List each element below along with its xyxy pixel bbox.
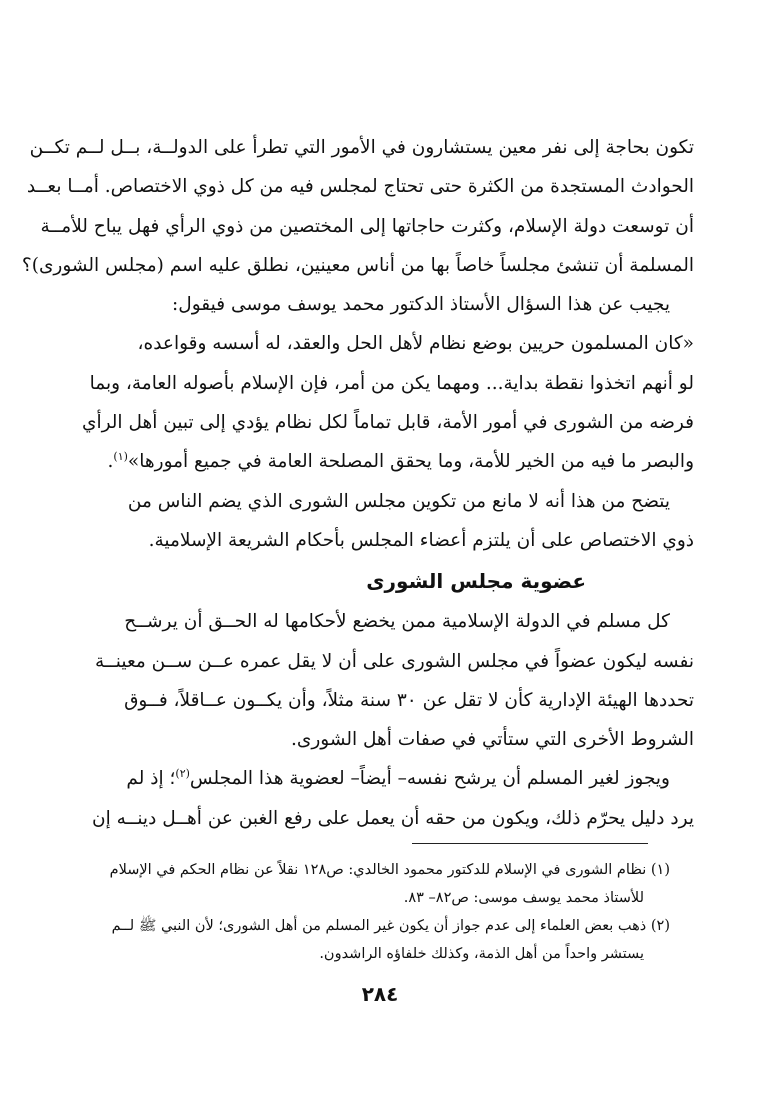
footnote-line: للأستاذ محمد يوسف موسى: ص٨٢– ٨٣. — [403, 890, 644, 906]
footnote-1 — [70, 856, 670, 912]
text-line: يتضح من هذا أنه لا مانع من تكوين مجلس الشورى الذي يضم الناس من — [127, 490, 670, 512]
footnote-2 — [70, 912, 670, 968]
footnote-ref-2[interactable]: (٢) — [175, 767, 190, 781]
text-line: لو أنهم اتخذوا نقطة بداية... ومهما يكن من أمر، فإن الإسلام بأصوله العامة، وبما — [89, 372, 694, 394]
quote-paragraph — [81, 324, 694, 481]
text-line: فرضه من الشورى في أمور الأمة، قابل تماماً لكل نظام يؤدي إلى تبين أهل الرأي — [81, 412, 694, 434]
paragraph-4 — [88, 482, 694, 561]
text-line: نفسه ليكون عضواً في مجلس الشورى على أن لا يقل عمره عــن ســن معينــة — [95, 650, 694, 672]
text-line — [88, 759, 694, 798]
footnote-line: (٢) ذهب بعض العلماء إلى عدم جواز أن يكون غير المسلم من أهل الشورى؛ لأن النبي ﷺ لــم — [111, 918, 670, 934]
quote-end-text: والبصر ما فيه من الخير للأمة، وما يحقق المصلحة العامة في جميع أمورها» — [127, 451, 694, 473]
text-line: يرد دليل يحرّم ذلك، ويكون من حقه أن يعمل على رفع الغبن عن أهــل دينــه إن — [91, 807, 694, 829]
section-heading: عضوية مجلس الشورى — [366, 569, 586, 594]
footnote-ref-1[interactable]: (١) — [113, 450, 128, 464]
footnote-separator — [412, 843, 648, 844]
paragraph-6 — [88, 759, 694, 838]
text-line: تحددها الهيئة الإدارية كأن لا تقل عن ٣٠ سنة مثلاً، وأن يكــون عــاقلاً، فــوق — [124, 689, 694, 711]
text-line: والبصر ما فيه من الخير للأمة، وما يحقق المصلحة العامة في جميع أمورها»$^{(١)}$. — [107, 450, 694, 473]
text-line: ذوي الاختصاص على أن يلتزم أعضاء المجلس بأحكام الشريعة الإسلامية. — [148, 529, 694, 551]
text-line: الشروط الأخرى التي ستأتي في صفات أهل الشورى. — [291, 729, 694, 751]
paragraph-2 — [88, 285, 694, 324]
line-text-start: ويجوز لغير المسلم أن يرشح نفسه– أيضاً– لعضوية هذا المجلس — [189, 768, 670, 790]
text-line: تكون بحاجة إلى نفر معين يستشارون في الأمور التي تطرأ على الدولــة، بــل لــم تكــن — [29, 137, 694, 158]
line-text-end: ؛ إذ لم — [126, 768, 176, 790]
text-line: «كان المسلمون حريين بوضع نظام لأهل الحل والعقد، له أسسه وقواعده، — [137, 333, 694, 355]
footnote-line: يستشر واحداً من أهل الذمة، وكذلك خلفاؤه الراشدون. — [319, 946, 644, 962]
page-number: ٢٨٤ — [361, 982, 399, 1006]
body-text — [21, 128, 694, 838]
text-line: كل مسلم في الدولة الإسلامية ممن يخضع لأحكامها له الحــق أن يرشــح — [124, 611, 670, 633]
paragraph-5 — [88, 602, 694, 759]
text-line: يجيب عن هذا السؤال الأستاذ الدكتور محمد يوسف موسى فيقول: — [172, 294, 670, 316]
paragraph-1 — [21, 128, 694, 285]
footnote-line: (١) نظام الشورى في الإسلام للدكتور محمود الخالدي: ص١٢٨ نقلاً عن نظام الحكم في الإسلام — [109, 862, 670, 878]
footnotes — [70, 856, 670, 968]
text-line: أن توسعت دولة الإسلام، وكثرت حاجاتها إلى المختصين من ذوي الرأي فهل يباح للأمــة — [40, 215, 694, 237]
text-line: الحوادث المستجدة من الكثرة حتى تحتاج لمجلس فيه من كل ذوي الاختصاص. أمــا بعــد — [26, 176, 694, 198]
text-line: المسلمة أن تنشئ مجلساً خاصاً بها من أناس معينين، نطلق عليه اسم (مجلس الشورى)؟ — [21, 254, 694, 276]
